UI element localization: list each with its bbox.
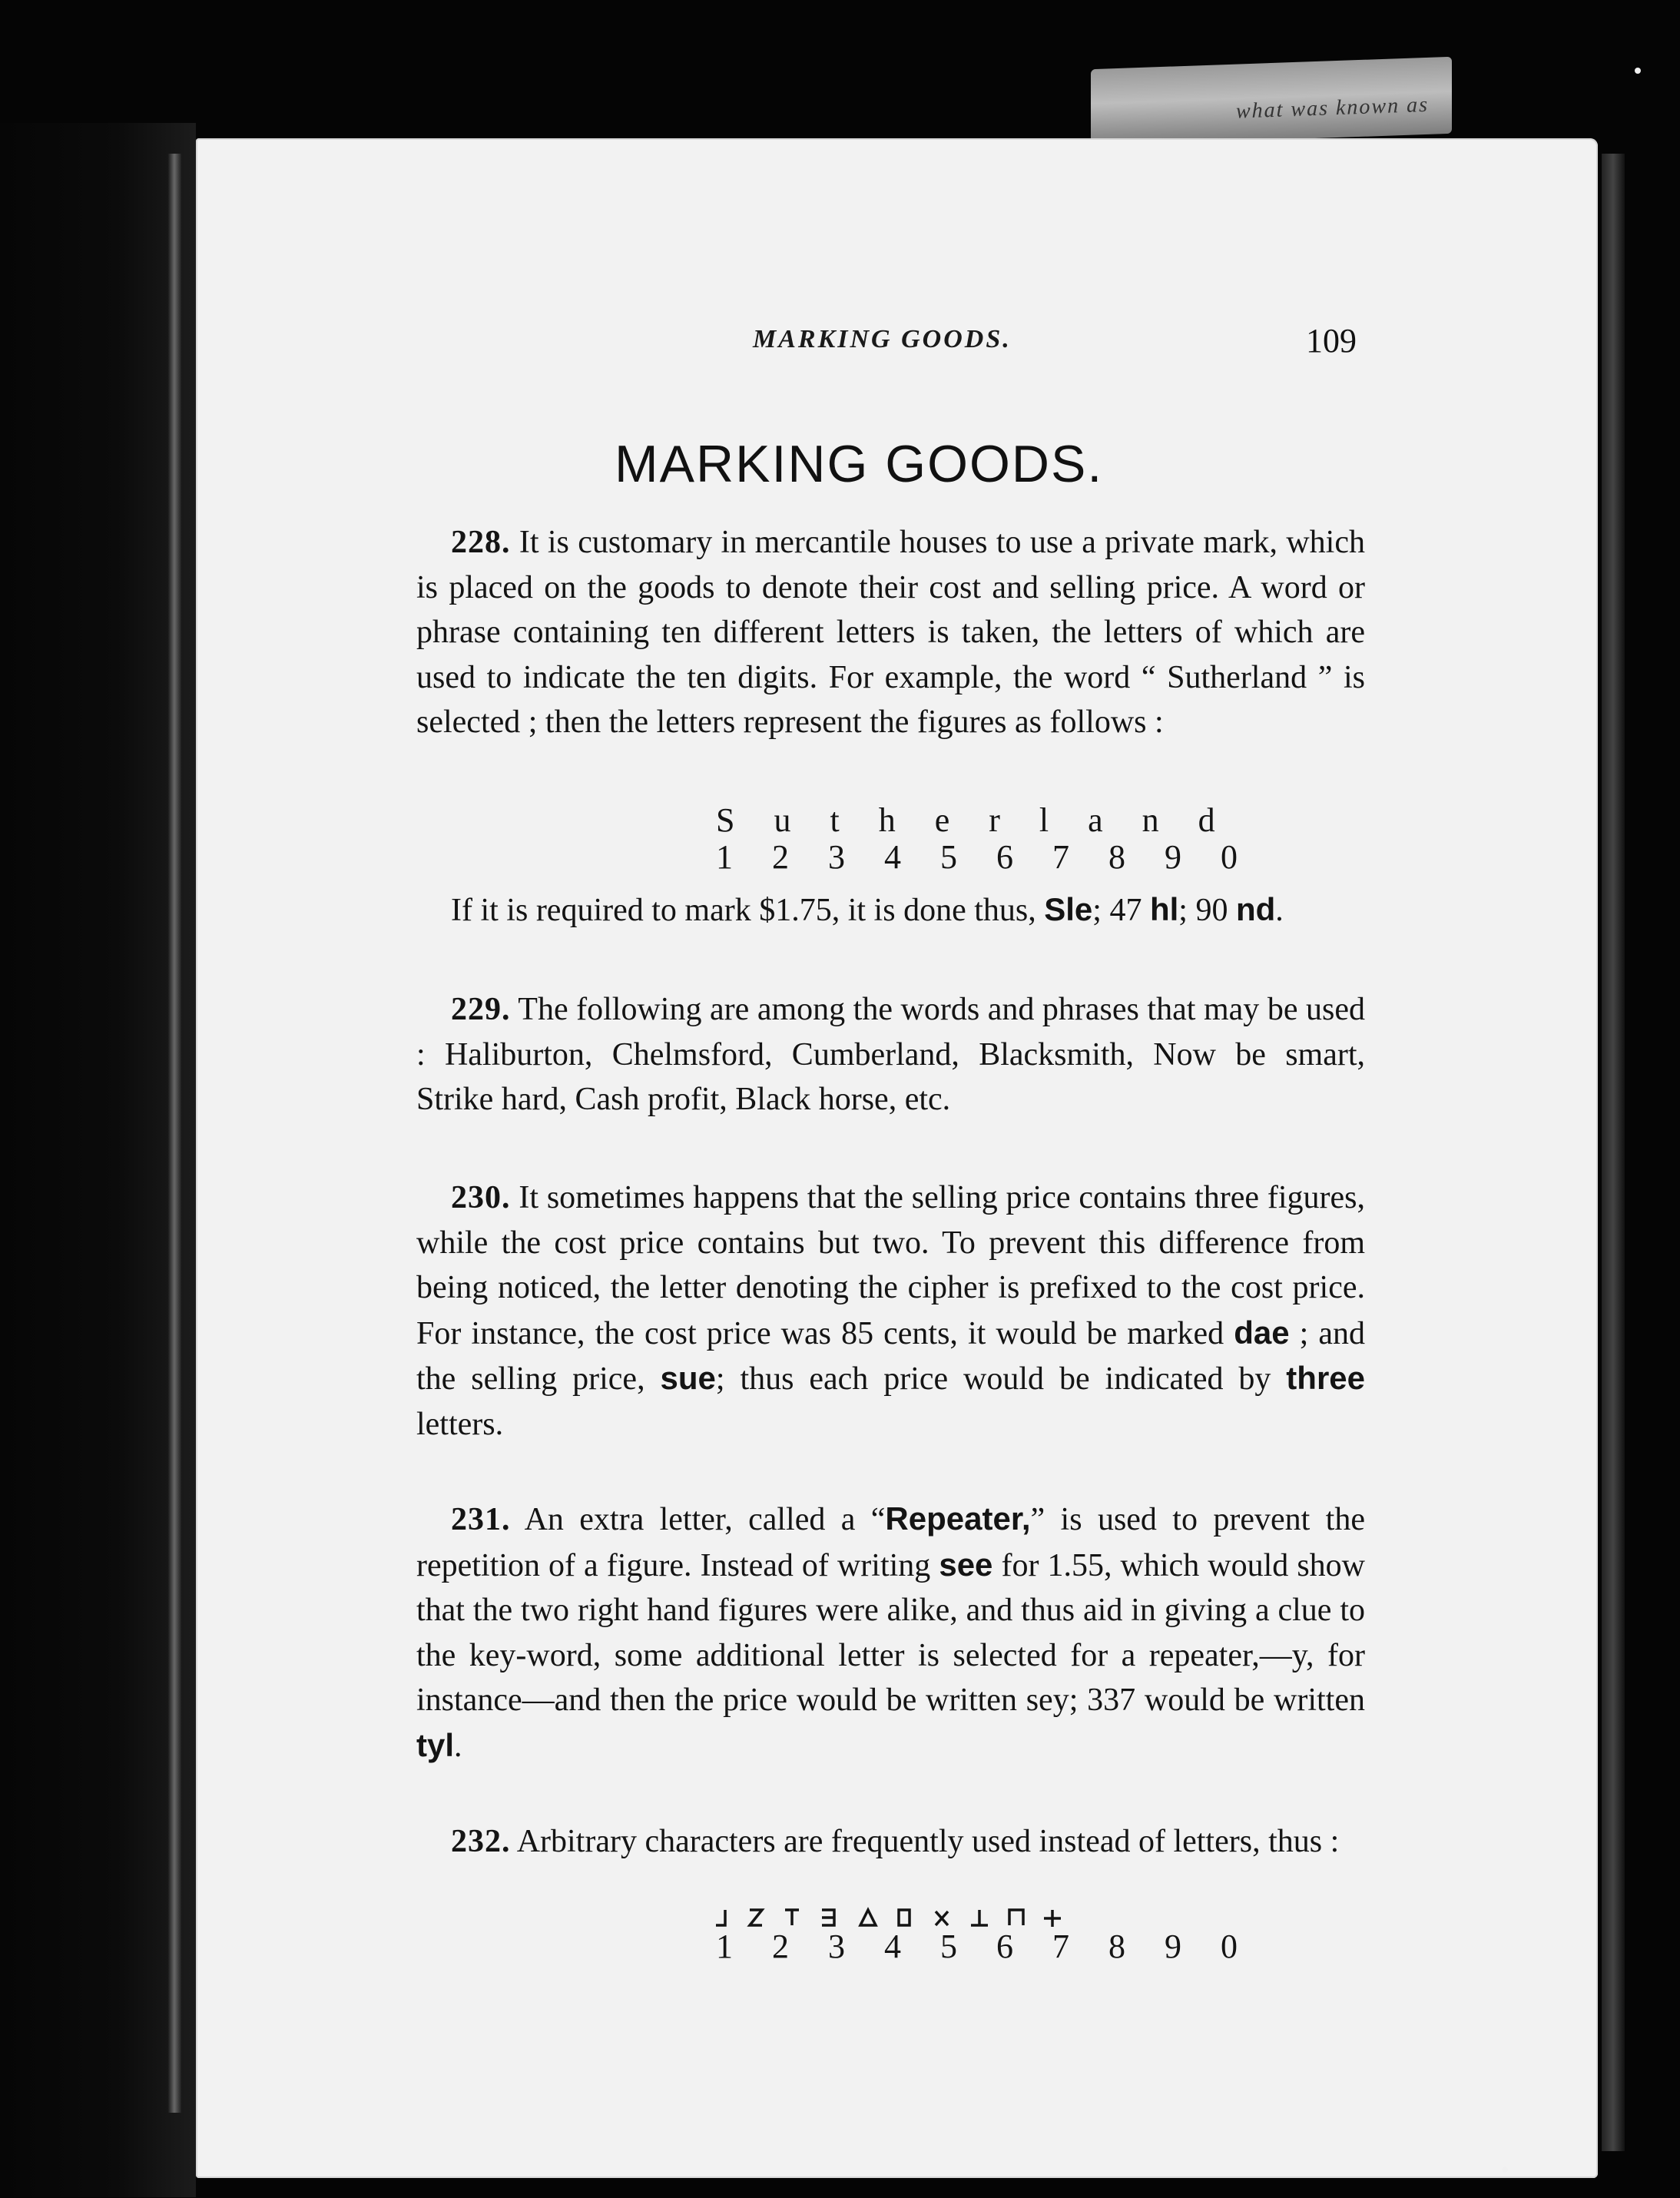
code-sle: Sle <box>1044 891 1093 927</box>
code-see: see <box>939 1546 993 1583</box>
section-text: Arbitrary characters are frequently used instead of letters, thus : <box>516 1824 1340 1859</box>
section-text: for 1.55, which would show that the two right hand figures were alike, and thus aid in giving a clue to the key-word, some additional letter is selected for a repeater,—y, for instance—and then the price would be written sey; 337 would be written <box>416 1547 1365 1718</box>
code-hl: hl <box>1149 891 1179 927</box>
z-glyph-icon <box>750 1910 762 1925</box>
running-head: MARKING GOODS. <box>753 325 1012 353</box>
plus-icon <box>1044 1910 1061 1927</box>
section-230 <box>416 1175 1365 1447</box>
word-repeater: Repeater, <box>885 1500 1031 1537</box>
page-number: 109 <box>1306 322 1357 360</box>
cross-icon <box>936 1911 948 1925</box>
book-spine <box>0 123 196 2197</box>
symbol-digits: 1 2 3 4 5 6 7 8 9 0 <box>716 1928 1253 1965</box>
bracket-right-icon <box>822 1910 834 1925</box>
section-231 <box>416 1497 1365 1769</box>
section-text: It sometimes happens that the selling price contains three figures, while the cost price contains but two. To prevent this difference from being noticed, the letter denoting the cipher is prefixed to the cost price. For instance, the cost price was 85 cents, it would be marked <box>416 1180 1366 1351</box>
section-text: letters. <box>416 1406 504 1442</box>
hook-left-icon <box>716 1910 725 1925</box>
key-letters: S u t h e r l a n d <box>716 801 1231 839</box>
section-text: The following are among the words and phrases that may be used : Haliburton, Chelmsford, Cumberland, Blacksmith, Now be smart, Strike hard, Cash profit, Black horse, etc. <box>416 992 1365 1117</box>
section-text: ; thus each price would be indicated by <box>715 1361 1287 1397</box>
page-right-edge <box>1602 154 1625 2151</box>
section-number: 231. <box>451 1502 511 1537</box>
section-text: It is customary in mercantile houses to use a private mark, which is placed on the goods to denote their cost and selling price. A word or phrase containing ten different letters is taken, the letters of which are used to indicate the ten digits. For example, the word “ Sutherland ” is selected ; then the letters represent the figures as follows : <box>416 525 1365 740</box>
section-229 <box>416 987 1365 1122</box>
spine-edge <box>167 154 181 2113</box>
example-text: If it is required to mark $1.75, it is done thus, <box>451 893 1045 928</box>
section-text: ; and the selling price, <box>416 1315 1366 1397</box>
example-text: ; 47 <box>1092 893 1150 928</box>
code-dae: dae <box>1234 1314 1290 1351</box>
key-digits: 1 2 3 4 5 6 7 8 9 0 <box>716 838 1253 876</box>
square-icon <box>899 1910 910 1925</box>
section-number: 230. <box>451 1180 511 1215</box>
edge-tab-text: what was known as <box>1235 92 1429 124</box>
book-edge-tab <box>1091 57 1452 146</box>
section-text: An extra letter, called a “ <box>524 1502 886 1537</box>
section-number: 228. <box>451 525 511 560</box>
example-text: ; 90 <box>1178 893 1236 928</box>
section-number: 229. <box>451 992 511 1027</box>
inverted-tee-icon <box>971 1910 988 1925</box>
example-text: . <box>1275 893 1284 928</box>
code-tyl: tyl <box>416 1726 455 1763</box>
section-228 <box>416 520 1365 745</box>
page-title: MARKING GOODS. <box>615 435 1104 493</box>
tee-icon <box>785 1910 799 1925</box>
scan-speck <box>1502 2167 1508 2173</box>
section-text: ” is used to prevent the repetition of a figure. Instead of writing <box>416 1502 1365 1583</box>
code-nd: nd <box>1235 891 1276 927</box>
section-number: 232. <box>451 1824 511 1859</box>
section-228-example <box>416 887 1365 933</box>
code-sue: sue <box>660 1360 716 1396</box>
section-text: . <box>454 1728 462 1764</box>
triangle-icon <box>860 1910 876 1925</box>
section-232 <box>416 1819 1365 1865</box>
scan-speck <box>1635 68 1641 74</box>
arch-icon <box>1009 1910 1023 1925</box>
word-three: three <box>1286 1360 1365 1396</box>
